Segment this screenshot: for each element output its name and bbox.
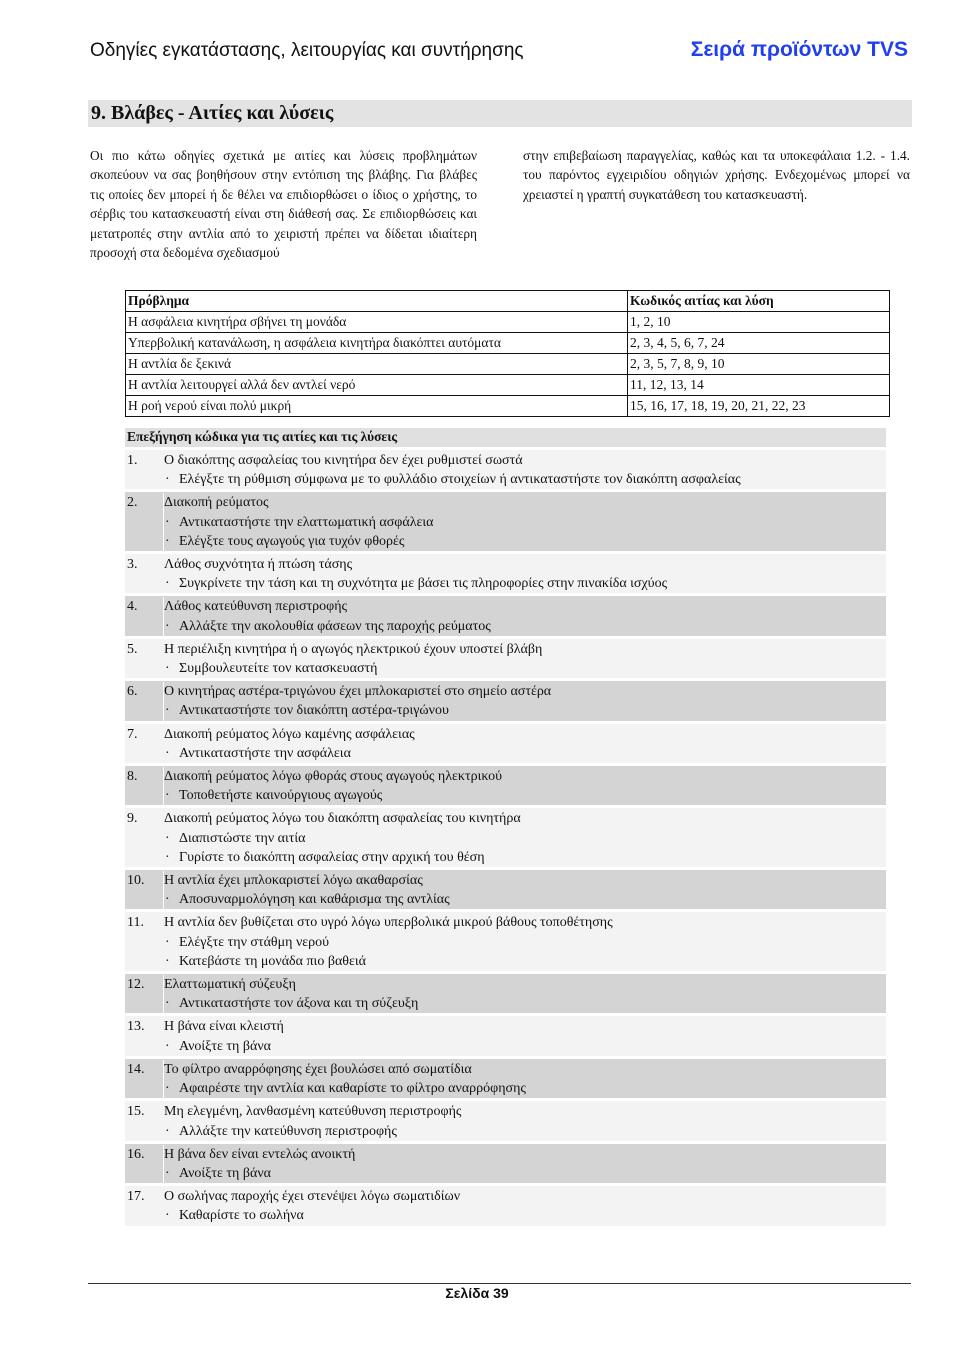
list-item bbox=[125, 912, 886, 971]
solution-text: Διαπιστώστε την αιτία bbox=[179, 830, 306, 846]
solution-text: Γυρίστε το διακόπτη ασφαλείας στην αρχική του θέση bbox=[179, 849, 485, 865]
codes-heading: Επεξήγηση κώδικα για τις αιτίες και τις λύσεις bbox=[125, 428, 886, 447]
header-title: Οδηγίες εγκατάστασης, λειτουργίας και συντήρησης bbox=[90, 40, 524, 61]
problem-cell: Υπερβολική κατανάλωση, η ασφάλεια κινητήρα διακόπτει αυτόματα bbox=[126, 333, 628, 354]
code-number: 6. bbox=[125, 682, 164, 720]
solution-text: Ελέγξτε τη ρύθμιση σύμφωνα με το φυλλάδιο στοιχείων ή αντικαταστήστε τον διακόπτη ασφαλείας bbox=[179, 472, 741, 488]
intro-paragraph-left: Οι πιο κάτω οδηγίες σχετικά με αιτίες και λύσεις προβλημάτων σκοπεύουν να σας βοηθήσουν στην εντόπιση της βλάβης. Για βλάβες τις οποίες δεν μπορεί ή δε θέλει να επιδιορθώσει ο ίδιος ο χρήστης, το σέρβις του κατασκευαστή είναι στη διάθεσή σας. Σε επιδιορθώσεις και μετατροπές στην αντλία από το χειριστή πρέπει να δίδεται ιδιαίτερη προσοχή στα δεδομένα σχεδιασμού bbox=[90, 148, 477, 261]
code-number: 11. bbox=[127, 915, 144, 931]
list-item bbox=[125, 766, 886, 805]
cause-text: Μη ελεγμένη, λανθασμένη κατεύθυνση περιστροφής bbox=[164, 1104, 462, 1120]
list-item bbox=[125, 450, 886, 489]
cause-text: Ελαττωματική σύζευξη bbox=[164, 977, 296, 993]
code-cell: 15, 16, 17, 18, 19, 20, 21, 22, 23 bbox=[628, 396, 890, 417]
code-number: 9. bbox=[127, 811, 138, 827]
bullet-icon: · bbox=[165, 1165, 170, 1181]
solution-text: Αντικαταστήστε την ασφάλεια bbox=[179, 745, 351, 761]
solution-text: Ανοίξτε τη βάνα bbox=[179, 1165, 271, 1181]
solution-text: Αφαιρέστε την αντλία και καθαρίστε το φίλτρο αναρρόφησης bbox=[179, 1081, 526, 1097]
bullet-icon: · bbox=[165, 830, 170, 846]
cause-text: Η αντλία δεν βυθίζεται στο υγρό λόγω υπερβολικά μικρού βάθους τοποθέτησης bbox=[164, 915, 613, 931]
code-number: 2. bbox=[125, 493, 164, 551]
cause-text: Λάθος συχνότητα ή πτώση τάσης bbox=[164, 557, 353, 573]
code-number: 1. bbox=[127, 453, 138, 468]
code-body bbox=[164, 871, 886, 909]
bullet-icon: · bbox=[165, 618, 170, 634]
solution-item bbox=[164, 659, 886, 678]
list-item bbox=[125, 639, 886, 678]
bullet-icon: · bbox=[165, 703, 170, 719]
bullet-icon: · bbox=[165, 1208, 170, 1224]
solution-item bbox=[164, 1164, 886, 1183]
code-cell: 2, 3, 5, 7, 8, 9, 10 bbox=[628, 354, 890, 375]
bullet-icon: · bbox=[165, 1081, 170, 1097]
cause-text: Λάθος κατεύθυνση περιστροφής bbox=[164, 599, 348, 615]
code-number: 14. bbox=[125, 1060, 164, 1098]
code-number: 12. bbox=[125, 975, 164, 1013]
solution-item bbox=[164, 701, 886, 720]
cause-text: Η βάνα δεν είναι εντελώς ανοικτή bbox=[164, 1146, 356, 1162]
bullet-icon: · bbox=[165, 514, 170, 530]
solution-item bbox=[164, 786, 886, 805]
list-item bbox=[125, 1059, 886, 1098]
code-number: 4. bbox=[125, 597, 164, 635]
code-body bbox=[164, 1187, 886, 1225]
list-item bbox=[125, 1016, 886, 1055]
bullet-icon: · bbox=[165, 788, 170, 804]
list-item bbox=[125, 1101, 886, 1140]
bullet-icon: · bbox=[165, 953, 170, 969]
code-body bbox=[164, 767, 886, 805]
code-body bbox=[164, 913, 886, 971]
solution-item bbox=[164, 617, 886, 636]
bullet-icon: · bbox=[165, 934, 170, 950]
code-body bbox=[164, 493, 886, 551]
bullet-icon: · bbox=[165, 745, 170, 761]
solution-item bbox=[164, 1079, 886, 1098]
table-row bbox=[126, 375, 890, 396]
code-cell: 2, 3, 4, 5, 6, 7, 24 bbox=[628, 333, 890, 354]
code-cell: 1, 2, 10 bbox=[628, 312, 890, 333]
solution-text: Ανοίξτε τη βάνα bbox=[179, 1038, 271, 1054]
solution-text: Αντικαταστήστε την ελαττωματική ασφάλεια bbox=[179, 514, 434, 530]
problem-cell: Η ασφάλεια κινητήρα σβήνει τη μονάδα bbox=[126, 312, 628, 333]
list-item bbox=[125, 870, 886, 909]
solution-item bbox=[164, 1206, 886, 1225]
list-item bbox=[125, 596, 886, 635]
code-number: 16. bbox=[125, 1145, 164, 1183]
list-item bbox=[125, 724, 886, 763]
list-item bbox=[125, 808, 886, 867]
bullet-icon: · bbox=[165, 996, 170, 1012]
cause-text: Η περιέλιξη κινητήρα ή ο αγωγός ηλεκτρικού έχουν υποστεί βλάβη bbox=[164, 641, 543, 657]
solution-text: Τοποθετήστε καινούργιους αγωγούς bbox=[179, 788, 383, 804]
list-item bbox=[125, 681, 886, 720]
cause-text: Διακοπή ρεύματος λόγω καμένης ασφάλειας bbox=[164, 726, 415, 742]
solution-item bbox=[164, 829, 886, 848]
header-problem: Πρόβλημα bbox=[126, 291, 628, 312]
solution-text: Αντικαταστήστε τον άξονα και τη σύζευξη bbox=[179, 996, 419, 1012]
code-body bbox=[164, 725, 886, 763]
bullet-icon: · bbox=[165, 892, 170, 908]
bullet-icon: · bbox=[165, 661, 170, 677]
solution-item bbox=[164, 952, 886, 971]
list-item bbox=[125, 492, 886, 551]
solution-item bbox=[164, 513, 886, 532]
code-number: 17. bbox=[127, 1189, 145, 1205]
code-number: 8. bbox=[125, 767, 164, 805]
bullet-icon: · bbox=[165, 472, 170, 488]
page-number: Σελίδα 39 bbox=[445, 1285, 509, 1301]
code-number: 10. bbox=[125, 871, 164, 909]
cause-text: Διακοπή ρεύματος λόγω του διακόπτη ασφαλείας του κινητήρα bbox=[164, 811, 521, 827]
solution-item bbox=[164, 470, 886, 489]
code-body bbox=[164, 1017, 886, 1055]
bullet-icon: · bbox=[165, 1123, 170, 1139]
code-body bbox=[164, 809, 886, 867]
code-body bbox=[164, 597, 886, 635]
code-body bbox=[164, 451, 886, 489]
solution-text: Ελέγξτε τους αγωγούς για τυχόν φθορές bbox=[179, 533, 405, 549]
code-number: 5. bbox=[127, 641, 138, 657]
bullet-icon: · bbox=[165, 1038, 170, 1054]
code-cell: 11, 12, 13, 14 bbox=[628, 375, 890, 396]
code-body bbox=[164, 1060, 886, 1098]
header-cause-code: Κωδικός αιτίας και λύση bbox=[628, 291, 890, 312]
code-number: 13. bbox=[127, 1019, 145, 1035]
solution-text: Καθαρίστε το σωλήνα bbox=[179, 1208, 304, 1224]
code-number: 15. bbox=[127, 1104, 145, 1120]
bullet-icon: · bbox=[165, 533, 170, 549]
code-body bbox=[164, 1102, 886, 1140]
code-body bbox=[164, 555, 886, 593]
solution-text: Ελέγξτε την στάθμη νερού bbox=[179, 934, 330, 950]
solution-item bbox=[164, 1122, 886, 1141]
table-row bbox=[126, 312, 890, 333]
solution-item bbox=[164, 933, 886, 952]
code-body bbox=[164, 975, 886, 1013]
code-body bbox=[164, 640, 886, 678]
solution-text: Συμβουλευτείτε τον κατασκευαστή bbox=[179, 661, 378, 677]
solution-item bbox=[164, 744, 886, 763]
cause-text: Η βάνα είναι κλειστή bbox=[164, 1019, 284, 1035]
solution-text: Αντικαταστήστε τον διακόπτη αστέρα-τριγώνου bbox=[179, 703, 449, 719]
intro-paragraph-right: στην επιβεβαίωση παραγγελίας, καθώς και τα υποκεφάλαια 1.2. - 1.4. του παρόντος εγχειριδίου οδηγιών χρήσης. Ενδεχομένως μπορεί να χρειαστεί η γραπτή συγκατάθεση του κατασκευαστή. bbox=[523, 148, 910, 202]
solution-item bbox=[164, 532, 886, 551]
cause-text: Διακοπή ρεύματος bbox=[164, 495, 269, 511]
bullet-icon: · bbox=[165, 576, 170, 592]
table-row bbox=[126, 354, 890, 375]
list-item bbox=[125, 1144, 886, 1183]
solution-text: Αλλάξτε την κατεύθυνση περιστροφής bbox=[179, 1123, 397, 1139]
table-row bbox=[126, 333, 890, 354]
bullet-icon: · bbox=[165, 849, 170, 865]
solution-text: Κατεβάστε τη μονάδα πιο βαθειά bbox=[179, 953, 366, 969]
table-row bbox=[126, 396, 890, 417]
solution-text: Συγκρίνετε την τάση και τη συχνότητα με βάσει τις πληροφορίες στην πινακίδα ισχύος bbox=[179, 576, 668, 592]
problem-cell: Η αντλία λειτουργεί αλλά δεν αντλεί νερό bbox=[126, 375, 628, 396]
cause-text: Διακοπή ρεύματος λόγω φθοράς στους αγωγούς ηλεκτρικού bbox=[164, 769, 503, 785]
list-item bbox=[125, 554, 886, 593]
cause-text: Η αντλία έχει μπλοκαριστεί λόγω ακαθαρσίας bbox=[164, 873, 423, 889]
solution-item bbox=[164, 848, 886, 867]
solution-item bbox=[164, 890, 886, 909]
code-number: 3. bbox=[127, 557, 138, 573]
code-body bbox=[164, 682, 886, 720]
solution-text: Αλλάξτε την ακολουθία φάσεων της παροχής ρεύματος bbox=[179, 618, 491, 634]
code-body bbox=[164, 1145, 886, 1183]
problems-table bbox=[125, 290, 890, 417]
problems-table-header-row bbox=[126, 291, 890, 312]
product-series-title: Σειρά προϊόντων TVS bbox=[690, 38, 908, 61]
cause-text: Ο κινητήρας αστέρα-τριγώνου έχει μπλοκαριστεί στο σημείο αστέρα bbox=[164, 684, 552, 700]
solution-item bbox=[164, 574, 886, 593]
problem-cell: Η ροή νερού είναι πολύ μικρή bbox=[126, 396, 628, 417]
problem-cell: Η αντλία δε ξεκινά bbox=[126, 354, 628, 375]
solution-item bbox=[164, 994, 886, 1013]
cause-text: Ο διακόπτης ασφαλείας του κινητήρα δεν έχει ρυθμιστεί σωστά bbox=[164, 453, 523, 468]
list-item bbox=[125, 1186, 886, 1225]
solution-item bbox=[164, 1037, 886, 1056]
cause-text: Το φίλτρο αναρρόφησης έχει βουλώσει από σωματίδια bbox=[164, 1061, 472, 1077]
list-item bbox=[125, 974, 886, 1013]
section-title: 9. Βλάβες - Αιτίες και λύσεις bbox=[88, 100, 912, 127]
code-number: 7. bbox=[127, 726, 138, 742]
codes-list bbox=[125, 450, 886, 1229]
solution-text: Αποσυναρμολόγηση και καθάρισμα της αντλίας bbox=[179, 892, 450, 908]
cause-text: Ο σωλήνας παροχής έχει στενέψει λόγω σωματιδίων bbox=[164, 1189, 461, 1205]
footer-divider bbox=[88, 1283, 911, 1284]
